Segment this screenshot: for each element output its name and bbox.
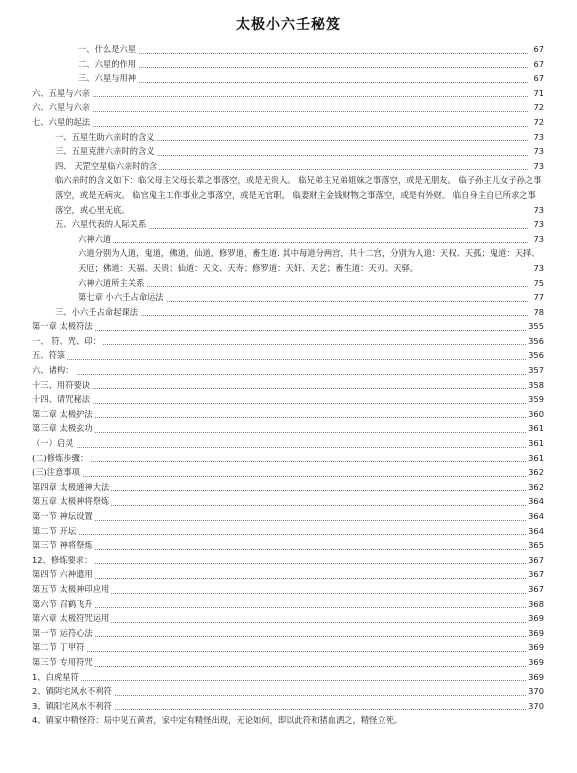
toc-page-number: 359 xyxy=(526,392,544,407)
dot-leader xyxy=(32,578,528,579)
toc-page-number: 364 xyxy=(526,494,544,509)
dot-leader xyxy=(78,82,528,83)
toc-page-number: 67 xyxy=(531,42,544,57)
toc-entry xyxy=(32,494,544,509)
toc-entry xyxy=(32,611,544,626)
toc-page-number: 364 xyxy=(526,524,544,539)
toc-page-number: 72 xyxy=(531,100,544,115)
dot-leader xyxy=(32,359,528,360)
toc-page-number: 67 xyxy=(531,57,544,72)
toc-page-number: 72 xyxy=(531,115,544,130)
toc-entry xyxy=(32,115,544,130)
toc-entry-text: 2、镇阴宅风水不利符 xyxy=(32,686,112,697)
toc-page-number: 356 xyxy=(526,348,544,363)
toc-page-number: 367 xyxy=(526,553,544,568)
toc-entry xyxy=(32,334,544,349)
toc-entry-text: 三、五星克泄六亲时的含义 xyxy=(55,146,155,157)
toc-page-number: 73 xyxy=(531,159,544,174)
dot-leader xyxy=(32,330,528,331)
toc-entry xyxy=(32,567,544,582)
toc-entry-text: 第二节 丁甲符 xyxy=(32,642,85,653)
toc-entry-text: (二)修炼步骤： xyxy=(32,452,89,463)
toc-page-number: 365 xyxy=(526,538,544,553)
toc-entry xyxy=(32,290,544,305)
toc-page-number: 357 xyxy=(526,363,544,378)
toc-entry-text: 六道分别为人道，鬼道，佛道，仙道，修罗道，畜生道. 其中每道分两宫，共十二宫，分别为人道：天权、天孤；鬼道：天择、天厄；佛道：天福、天贵；仙道：天文、天寿；修罗道：天奸、天艺；畜生道：天刃、天驿。 xyxy=(78,248,540,273)
toc-entry-text: 一、什么是六星 xyxy=(78,44,137,54)
toc-entry xyxy=(32,305,544,320)
dot-leader xyxy=(32,344,528,345)
toc-entry xyxy=(32,509,544,524)
dot-leader xyxy=(32,534,528,535)
table-of-contents xyxy=(32,42,544,728)
toc-entry xyxy=(32,582,544,597)
toc-entry-text: 第三章 太极玄功 xyxy=(32,423,93,434)
dot-leader xyxy=(32,476,528,477)
toc-page-number: 368 xyxy=(526,597,544,612)
toc-entry xyxy=(32,71,544,86)
toc-entry xyxy=(32,144,544,159)
toc-entry-text: 第四节 六神遣用 xyxy=(32,569,93,580)
toc-entry xyxy=(32,713,544,728)
toc-page-number: 73 xyxy=(531,203,544,218)
toc-entry-text: 12、修炼要求： xyxy=(32,554,93,565)
dot-leader xyxy=(32,636,528,637)
toc-page-number: 73 xyxy=(531,261,544,276)
toc-entry xyxy=(32,100,544,115)
dot-leader xyxy=(32,388,528,389)
toc-page-number: 75 xyxy=(531,276,544,291)
toc-entry xyxy=(32,392,544,407)
toc-entry-text: 三、六星与用神 xyxy=(78,73,137,84)
toc-entry-text: 第四章 太极通神大法 xyxy=(32,481,110,492)
toc-page-number: 358 xyxy=(526,378,544,393)
toc-entry xyxy=(32,57,544,72)
toc-page-number: 67 xyxy=(531,71,544,86)
toc-entry xyxy=(32,436,544,451)
document-title: 太极小六壬秘笈 xyxy=(236,17,341,33)
toc-entry-text: 一、五星生助六亲时的含义 xyxy=(55,131,155,142)
toc-entry xyxy=(32,217,544,232)
toc-entry-text: 1、白虎星符 xyxy=(32,671,79,682)
toc-page-number: 73 xyxy=(531,232,544,247)
toc-entry xyxy=(32,597,544,612)
toc-entry xyxy=(32,655,544,670)
toc-entry-text: 第五节 太极神印应用 xyxy=(32,583,110,594)
toc-entry xyxy=(32,640,544,655)
dot-leader xyxy=(32,126,528,127)
toc-page-number: 361 xyxy=(526,421,544,436)
dot-leader xyxy=(32,549,528,550)
toc-entry-text: 3、镇阳宅风水不利符 xyxy=(32,700,112,711)
toc-entry xyxy=(32,451,544,466)
toc-entry-text: 七、六星的起法 xyxy=(32,116,91,127)
toc-entry xyxy=(32,173,544,217)
toc-page-number: 73 xyxy=(531,130,544,145)
toc-entry xyxy=(32,538,544,553)
toc-entry xyxy=(32,232,544,247)
toc-entry xyxy=(32,670,544,685)
dot-leader xyxy=(32,374,528,375)
toc-entry-text: (三)注意事项 xyxy=(32,467,80,478)
toc-page-number: 73 xyxy=(531,144,544,159)
dot-leader xyxy=(78,242,528,243)
toc-page-number: 356 xyxy=(526,334,544,349)
toc-entry-text: 六神六道 xyxy=(78,233,112,244)
toc-page-number: 369 xyxy=(526,611,544,626)
toc-entry xyxy=(32,42,544,57)
toc-entry-text: 第二节 开坛 xyxy=(32,525,77,536)
dot-leader xyxy=(78,53,528,54)
toc-entry-text: 一、 符、咒、印： xyxy=(32,335,102,346)
toc-entry xyxy=(32,319,544,334)
toc-page-number: 364 xyxy=(526,509,544,524)
toc-page-number: 73 xyxy=(531,217,544,232)
toc-entry-text: 十四、请咒秘法 xyxy=(32,394,91,405)
dot-leader xyxy=(78,67,528,68)
toc-entry xyxy=(32,684,544,699)
toc-page-number: 369 xyxy=(526,670,544,685)
dot-leader xyxy=(32,461,528,462)
dot-leader xyxy=(32,666,528,667)
toc-page-number: 355 xyxy=(526,319,544,334)
toc-page-number: 370 xyxy=(526,684,544,699)
toc-entry-text: 第三节 神将祭炼 xyxy=(32,540,93,551)
toc-entry-text: 第一节 运符心法 xyxy=(32,627,93,638)
toc-entry xyxy=(32,276,544,291)
toc-page-number: 78 xyxy=(531,305,544,320)
toc-entry-text: 五、六星代表的人际关系 xyxy=(55,219,147,230)
dot-leader xyxy=(32,111,528,112)
toc-entry-text: 临六亲时的含义如下：临父母主父母长辈之事落空，或是无贵人。 临兄弟主兄弟姐妹之事落空，或是无朋友。 临子孙主儿女子孙之事落空，或是无病灾。 临官鬼主工作事业之事落空，或是无官职。 临妻财主金钱财物之事落空，或是有外财。 临自身主自已所求之事落空，或心里无底。 xyxy=(55,175,542,215)
toc-page-number: 369 xyxy=(526,640,544,655)
toc-entry xyxy=(32,480,544,495)
toc-entry-text: 三、小六壬占命起课法 xyxy=(55,306,138,317)
dot-leader xyxy=(32,520,528,521)
toc-entry-text: 第二章 太极护法 xyxy=(32,408,93,419)
toc-entry xyxy=(32,626,544,641)
dot-leader xyxy=(32,432,528,433)
toc-entry-text: 第七章 小六壬占命运法 xyxy=(78,292,164,303)
dot-leader xyxy=(32,563,528,564)
toc-entry xyxy=(32,378,544,393)
toc-page-number: 362 xyxy=(526,480,544,495)
toc-page-number: 369 xyxy=(526,626,544,641)
toc-entry-text: 第五章 太极神将祭炼 xyxy=(32,496,110,507)
toc-entry-text: 六、六星与六亲 xyxy=(32,102,91,113)
toc-entry-text: 四、 天罡空星临六亲时的含 xyxy=(55,160,158,171)
toc-entry-text: 六神六道所主关系 xyxy=(78,277,145,288)
toc-entry xyxy=(32,130,544,145)
toc-entry-text: 六、诸构： xyxy=(32,365,74,376)
toc-page-number: 367 xyxy=(526,582,544,597)
toc-page-number: 370 xyxy=(526,699,544,714)
toc-entry-text: 二、六星的作用 xyxy=(78,58,137,69)
toc-entry xyxy=(32,407,544,422)
dot-leader xyxy=(32,447,528,448)
dot-leader xyxy=(32,417,528,418)
dot-leader xyxy=(32,403,528,404)
toc-page-number: 71 xyxy=(531,86,544,101)
toc-entry xyxy=(32,421,544,436)
toc-page-number: 362 xyxy=(526,465,544,480)
toc-page-number: 369 xyxy=(526,655,544,670)
toc-entry xyxy=(32,363,544,378)
toc-page-number: 367 xyxy=(526,567,544,582)
toc-entry-text: 五、符箓 xyxy=(32,350,66,361)
toc-entry xyxy=(32,465,544,480)
toc-entry xyxy=(32,159,544,174)
toc-entry xyxy=(32,553,544,568)
toc-page-number: 77 xyxy=(531,290,544,305)
toc-entry-text: 十三、用符要诀 xyxy=(32,379,91,390)
toc-entry xyxy=(32,348,544,363)
toc-entry-text: 六、五星与六亲 xyxy=(32,87,91,98)
dot-leader xyxy=(32,651,528,652)
toc-entry xyxy=(32,246,544,275)
toc-entry-text: 第六节 召鹤飞升 xyxy=(32,598,93,609)
toc-entry-text: （一）启灵 xyxy=(32,438,74,449)
toc-entry-text: 第六章 太极符咒运用 xyxy=(32,613,110,624)
dot-leader xyxy=(32,607,528,608)
toc-entry-text: 第三节 专用符咒 xyxy=(32,656,93,667)
toc-page-number: 361 xyxy=(526,451,544,466)
toc-page-number: 360 xyxy=(526,407,544,422)
dot-leader xyxy=(32,96,528,97)
toc-entry-text: 4、镇家中精怪符：局中见五黄者，家中定有精怪出现，无论如何，即以此符和猪血洒之，精怪立死。 xyxy=(32,715,403,726)
toc-entry-text: 第一节 神坛设置 xyxy=(32,511,93,521)
toc-entry xyxy=(32,524,544,539)
toc-entry xyxy=(32,86,544,101)
toc-page-number: 361 xyxy=(526,436,544,451)
toc-entry-text: 第一章 太极符法 xyxy=(32,321,93,332)
toc-entry xyxy=(32,699,544,714)
dot-leader xyxy=(32,680,528,681)
